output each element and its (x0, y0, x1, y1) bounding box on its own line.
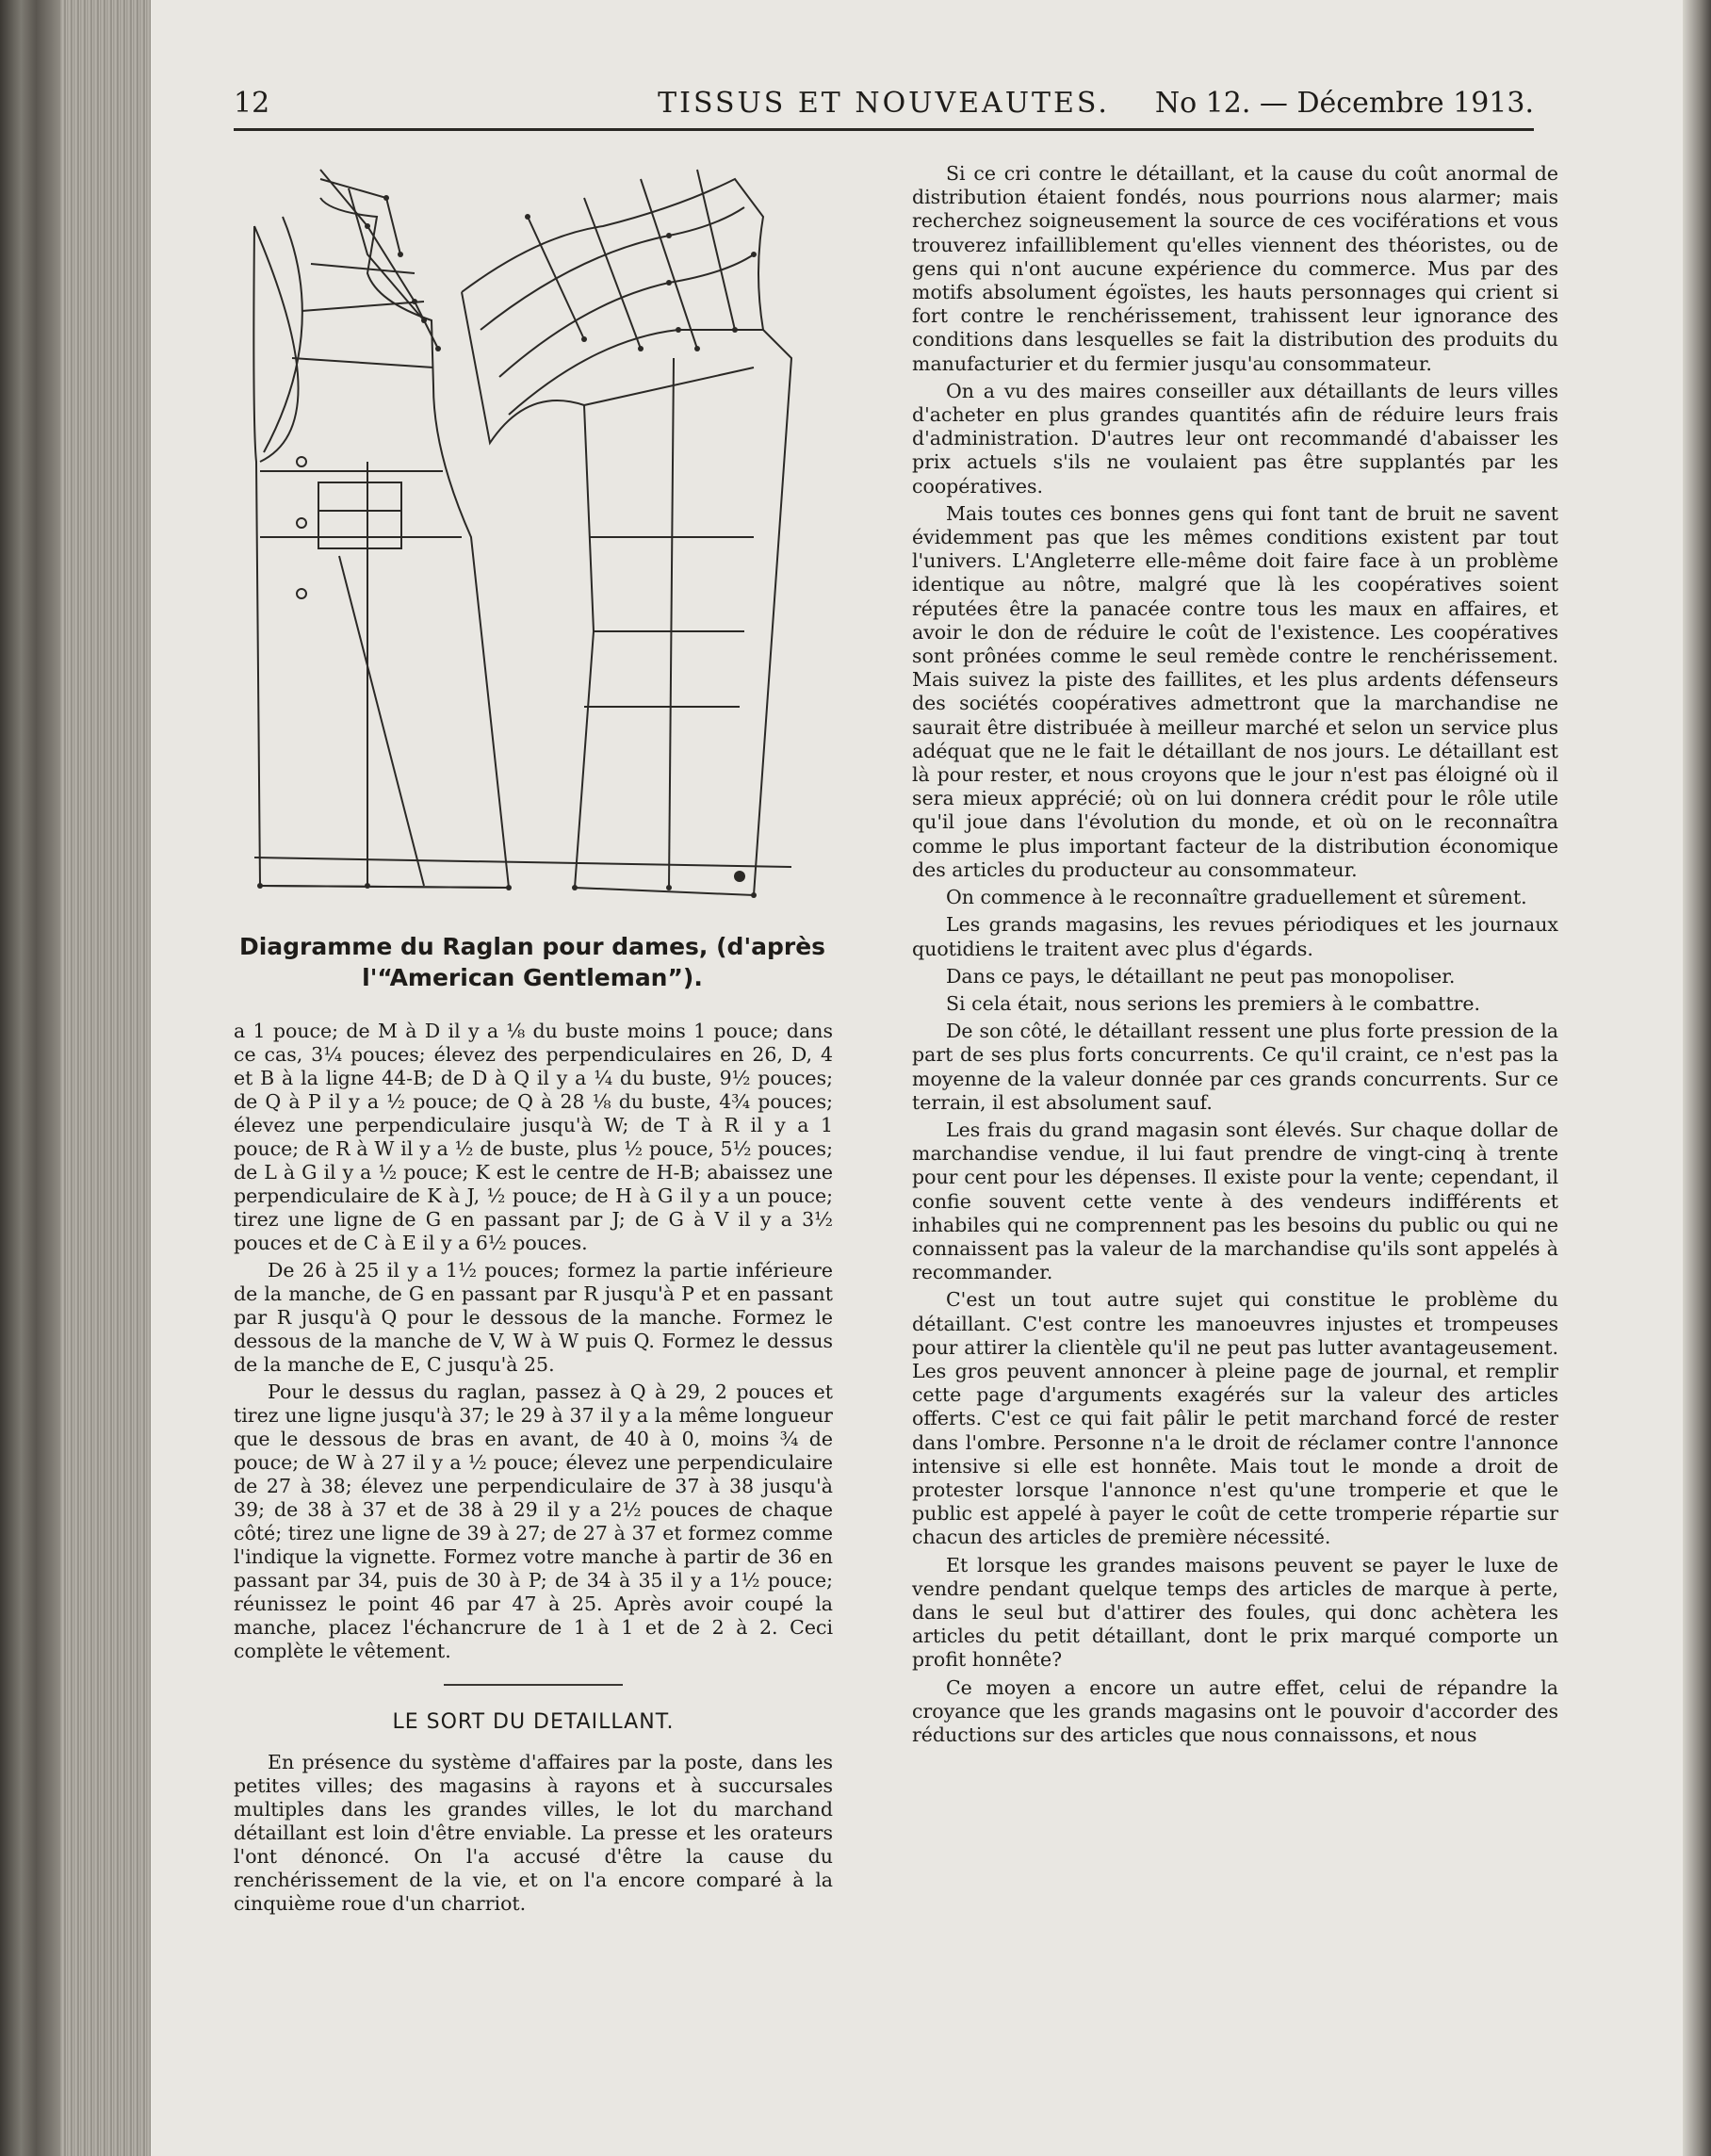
issue-date: No 12. — Décembre 1913. (1154, 87, 1534, 120)
paragraph: Les grands magasins, les revues périodiques et les journaux quotidiens le traitent avec plus d'égards. (912, 913, 1558, 960)
raglan-pattern-diagram (226, 141, 829, 923)
page-header (234, 87, 1534, 131)
page-number: 12 (234, 87, 270, 120)
book-spine (0, 0, 60, 2156)
book-right-edge (1683, 0, 1711, 2156)
paragraph: Et lorsque les grandes maisons peuvent se payer le luxe de vendre pendant quelque temps des articles de marque à perte, dans le seul but d'attirer des foules, qui donc achètera les articles du petit détaillant, dont le prix marqué comporte un profit honnête? (912, 1553, 1558, 1672)
paragraph: a 1 pouce; de M à D il y a ⅛ du buste moins 1 pouce; dans ce cas, 3¼ pouces; élevez des perpendiculaires en 26, D, 4 et B à la ligne 44-B; de D à Q il y a ¼ du buste, 9½ pouces; de Q à P il y a ½ pouce; de Q à 28 ⅛ du buste, 4¾ pouces; élevez une perpendiculaire jusqu'à W; de T à R il y a 1 pouce; de R à W il y a ½ de buste, plus ½ pouce, 5½ pouces; de L à G il y a ½ pouce; K est le centre de H-B; abaissez une perpendiculaire de K à J, ½ pouce; de H à G il y a un pouce; tirez une ligne de G en passant par J; de G à V il y a 3½ pouces et de C à E il y a 6½ pouces. (234, 1020, 833, 1254)
paragraph: Mais toutes ces bonnes gens qui font tant de bruit ne savent évidemment pas que les mêmes conditions existent par tout l'univers. L'Angleterre elle-même doit faire face à un problème identique au nôtre, malgré que là les coopératives soient réputées être la panacée contre tous les maux en affaires, et avoir le don de réduire le coût de l'existence. Les coopératives sont prônées comme le seul remède contre le renchérissement. Mais suivez la piste des faillites, et les plus ardents défenseurs des sociétés coopératives admettront que la marchandise ne saurait être distribuée à meilleur marché et selon un service plus adéquat que ne le fait le détaillant de nos jours. Le détaillant est là pour rester, et nous croyons que le jour n'est pas éloigné où il sera mieux apprécié; où on lui donnera crédit pour le rôle utile qu'il joue dans l'évolution du monde, et où on le reconnaîtra comme le plus important facteur de la distribution économique des articles du producteur au consommateur. (912, 501, 1558, 881)
paragraph: On a vu des maires conseiller aux détaillants de leurs villes d'acheter en plus grandes quantités afin de réduire leurs frais d'administration. D'autres leur ont recommandé d'abaisser les prix actuels s'ils ne voulaient pas être supplantés par les coopératives. (912, 379, 1558, 498)
section-title: LE SORT DU DETAILLANT. (392, 1710, 675, 1734)
paragraph: Si ce cri contre le détaillant, et la cause du coût anormal de distribution étaient fondés, nous pourrions nous alarmer; mais recherchez soigneusement la source de ces vociférations et vous trouverez infailliblement qu'elles viennent des théoristes, ou de gens qui n'ont aucune expérience du commerce. Mus par des motifs absolument égoïstes, les hauts personnages qui crient si fort contre le renchérissement, trahissent leur ignorance des conditions dans lesquelles se fait la distribution des produits du manufacturier et du fermier jusqu'au consommateur. (912, 162, 1558, 375)
left-column (234, 1020, 833, 1919)
paragraph: De son côté, le détaillant ressent une plus forte pression de la part de ses plus forts concurrents. Ce qu'il craint, ce n'est pas la moyenne de la valeur donnée par ces grands concurrents. Sur ce terrain, il est absolument sauf. (912, 1020, 1558, 1114)
paragraph: De 26 à 25 il y a 1½ pouces; formez la partie inférieure de la manche, de G en passant par R jusqu'à P et en passant par R jusqu'à Q pour le dessous de la manche. Formez le dessous de la manche de V, W à W puis Q. Formez le dessus de la manche de E, C jusqu'à 25. (234, 1259, 833, 1376)
section-divider (444, 1684, 623, 1686)
paragraph: En présence du système d'affaires par la poste, dans les petites villes; des magasins à rayons et à succursales multiples dans les grandes villes, le lot du marchand détaillant est loin d'être enviable. La presse et les orateurs l'ont dénoncé. On l'a accusé d'être la cause du renchérissement de la vie, et on l'a encore comparé à la cinquième roue d'un charriot. (234, 1751, 833, 1915)
paragraph: On commence à le reconnaître graduellement et sûrement. (946, 886, 1527, 909)
paragraph: Les frais du grand magasin sont élevés. Sur chaque dollar de marchandise vendue, il lui faut prendre de vingt-cinq à trente pour cent pour les dépenses. Il existe pour la vente; cependant, il confie souvent cette vente à des vendeurs indifférents et inhabiles qui ne comprennent pas les besoins du public ou qui ne connaissent pas la valeur de la marchandise qu'ils sont appelés à recommander. (912, 1118, 1558, 1284)
paragraph: Pour le dessus du raglan, passez à Q à 29, 2 pouces et tirez une ligne jusqu'à 37; le 29 à 37 il y a la même longueur que le dessous de bras en avant, de 40 à 0, moins ¾ de pouce; de W à 27 il y a ½ pouce; élevez une perpendiculaire de 27 à 38; élevez une perpendiculaire de 37 à 38 jusqu'à 39; de 38 à 37 et de 38 à 29 il y a 2½ pouces de chaque côté; tirez une ligne de 39 à 27; de 27 à 37 et formez comme l'indique la vignette. Formez votre manche à partir de 36 en passant par 34, puis de 30 à P; de 34 à 35 il y a 1½ pouce; réunissez le point 46 par 47 à 25. Après avoir coupé la manche, placez l'échancrure de 1 à 1 et de 2 à 2. Ceci complète le vêtement. (234, 1380, 833, 1662)
paragraph: C'est un tout autre sujet qui constitue le problème du détaillant. C'est contre les manoeuvres injustes et trompeuses pour attirer la clientèle qu'il ne peut pas lutter avantageusement. Les gros peuvent annoncer à pleine page de journal, et remplir cette page d'arguments exagérés sur la valeur des articles offerts. C'est ce qui fait pâlir le petit marchand forcé de rester dans l'ombre. Personne n'a le droit de réclamer contre l'annonce intensive si elle est honnête. Mais tout le monde a droit de protester lorsque l'annonce n'est qu'une tromperie et que le public est appelé à payer le coût de cette tromperie répartie sur chacun des articles de première nécessité. (912, 1288, 1558, 1549)
paragraph: Dans ce pays, le détaillant ne peut pas monopoliser. (946, 964, 1456, 988)
magazine-page (151, 0, 1683, 2156)
paragraph: Ce moyen a encore un autre effet, celui de répandre la croyance que les grands magasins ont le pouvoir d'accorder des réductions sur des articles que nous connaissons, et nous (912, 1675, 1558, 1746)
pattern-drawing (226, 141, 829, 923)
page-edges (60, 0, 151, 2156)
right-column (912, 162, 1558, 1751)
figure-caption (226, 931, 839, 993)
caption-line-2: l'“American Gentleman”). (362, 964, 703, 991)
publication-title: TISSUS ET NOUVEAUTES. (658, 87, 1110, 120)
paragraph: Si cela était, nous serions les premiers à le combattre. (946, 991, 1481, 1015)
caption-line-1: Diagramme du Raglan pour dames, (d'après (238, 933, 826, 960)
